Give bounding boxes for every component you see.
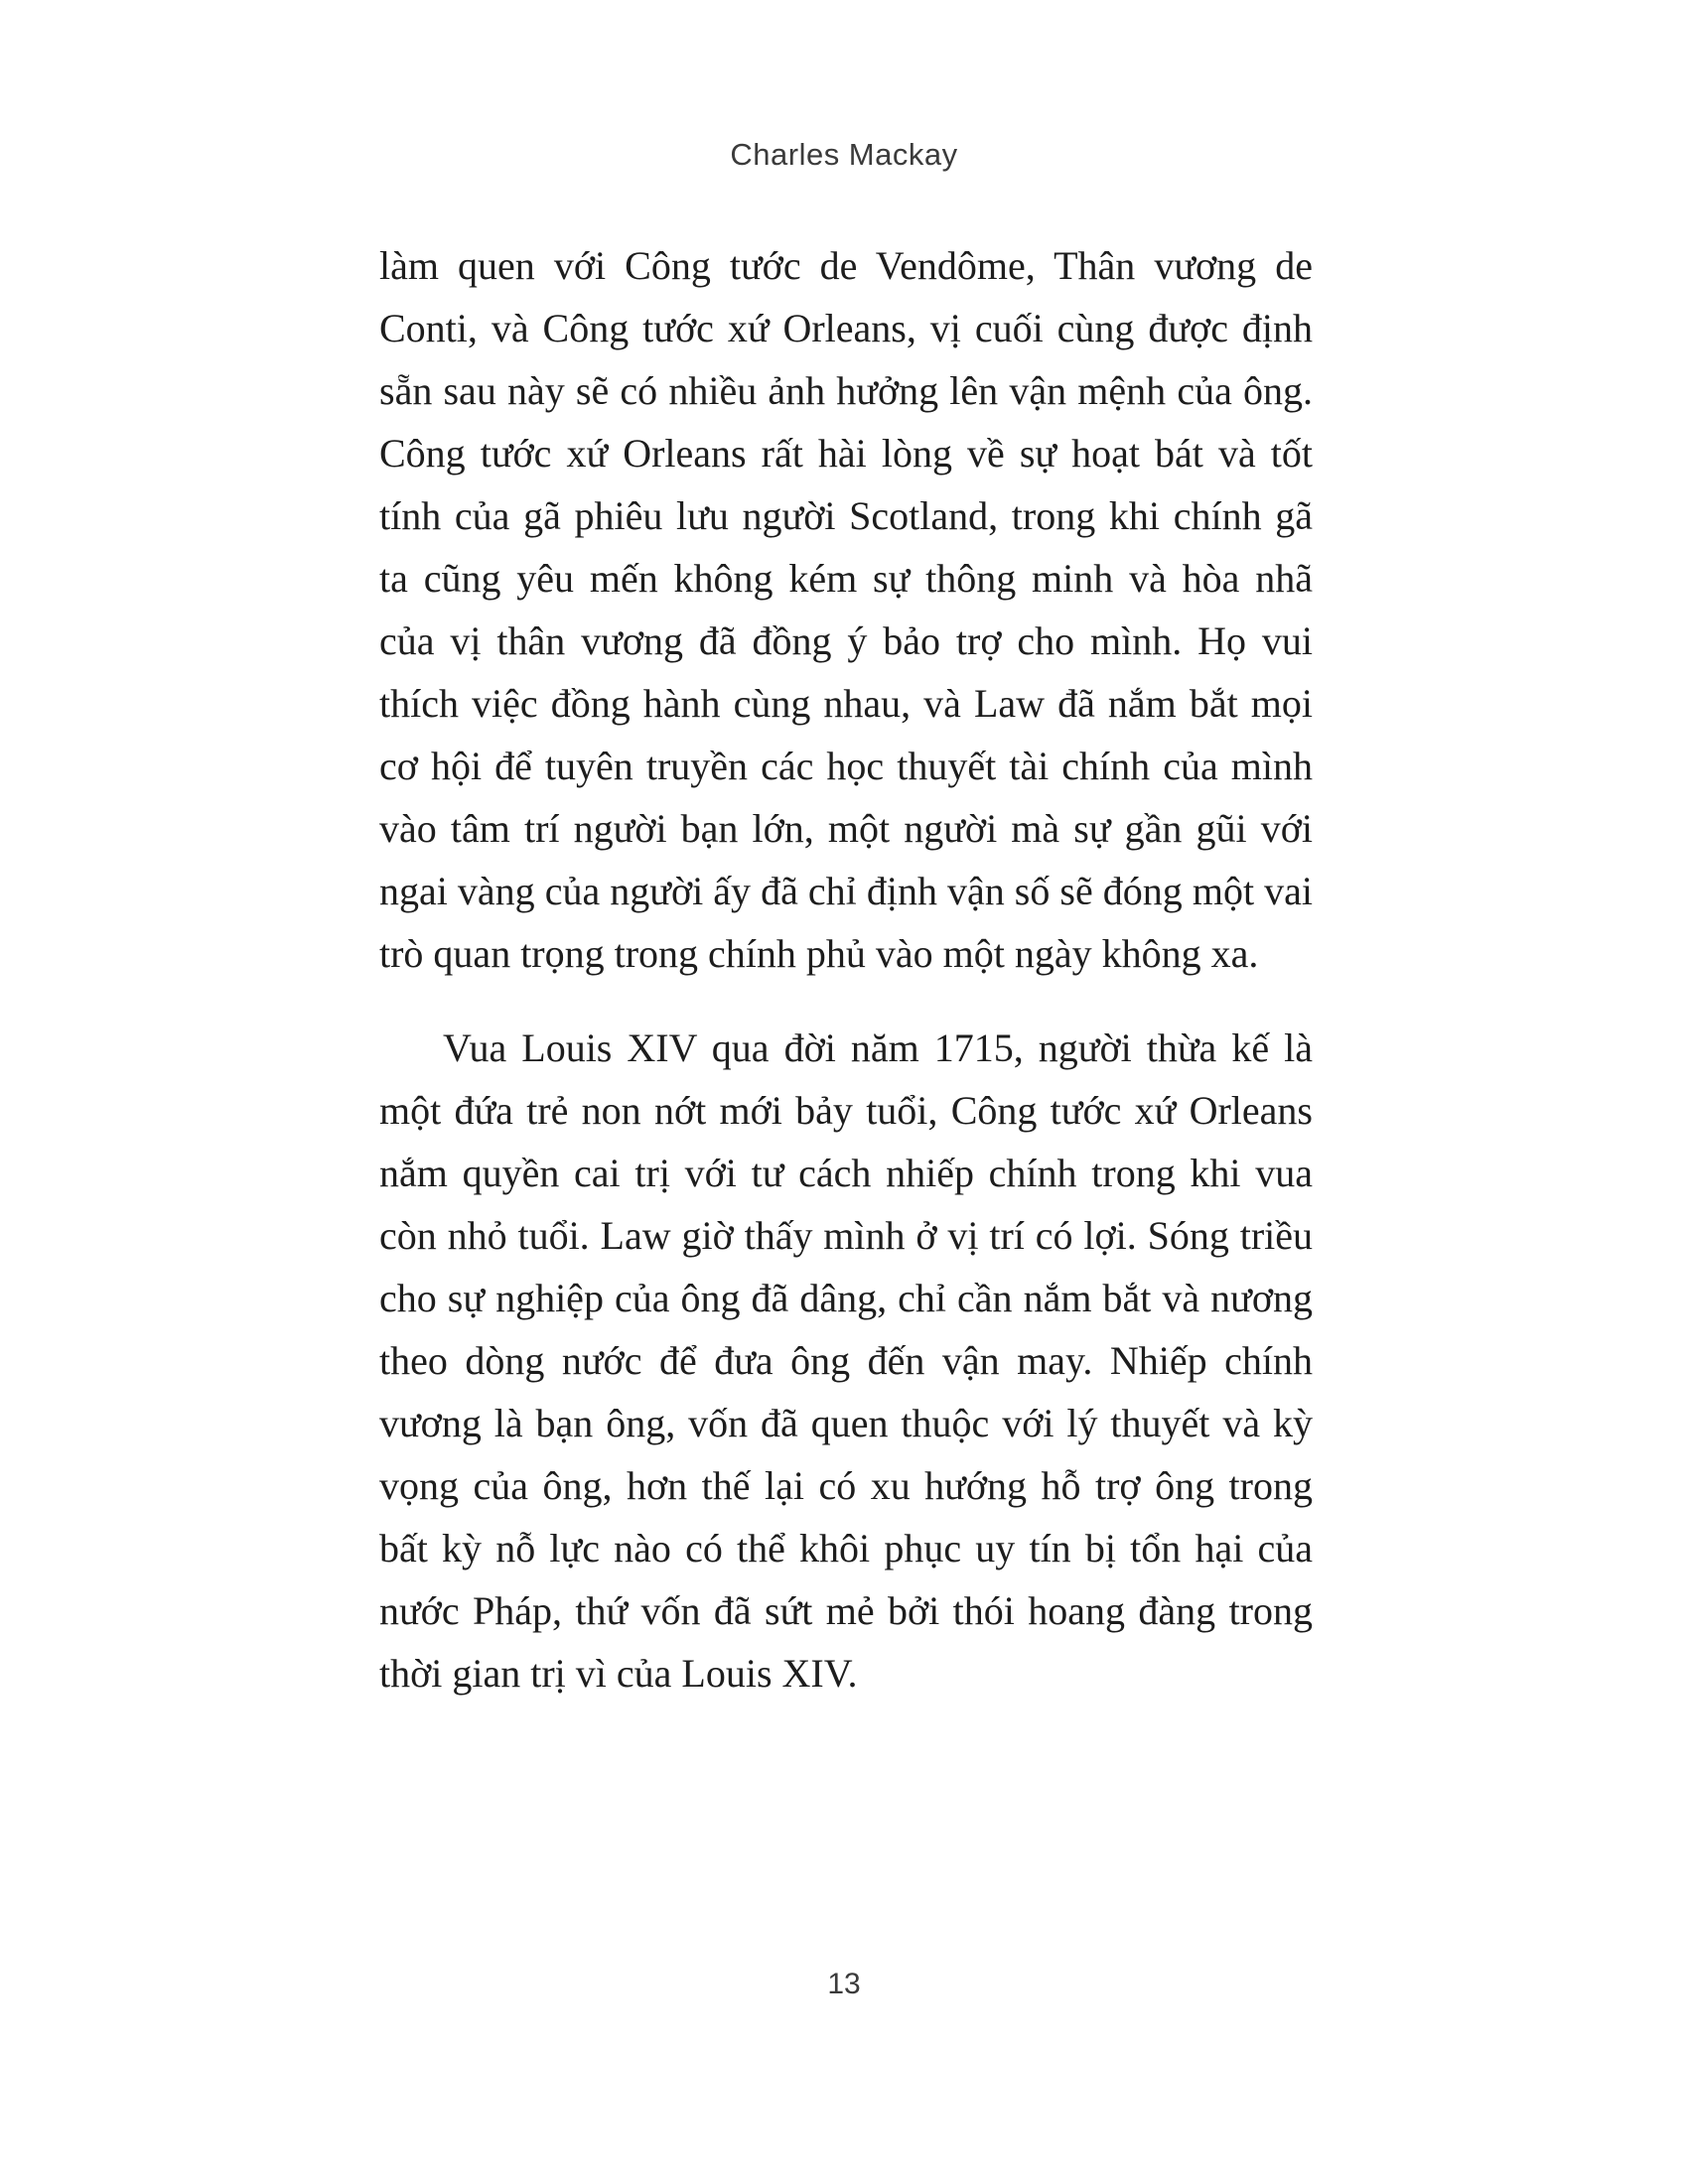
- page-body: [379, 234, 1313, 1705]
- running-header: Charles Mackay: [730, 137, 958, 172]
- paragraph: làm quen với Công tước de Vendôme, Thân vương de Conti, và Công tước xứ Orleans, vị cuối cùng được định sẵn sau này sẽ có nhiều ảnh hưởng lên vận mệnh của ông. Công tước xứ Orleans rất hài lòng về sự hoạt bát và tốt tính của gã phiêu lưu người Scotland, trong khi chính gã ta cũng yêu mến không kém sự thông minh và hòa nhã của vị thân vương đã đồng ý bảo trợ cho mình. Họ vui thích việc đồng hành cùng nhau, và Law đã nắm bắt mọi cơ hội để tuyên truyền các học thuyết tài chính của mình vào tâm trí người bạn lớn, một người mà sự gần gũi với ngai vàng của người ấy đã chỉ định vận số sẽ đóng một vai trò quan trọng trong chính phủ vào một ngày không xa.: [379, 243, 1313, 976]
- paragraph: Vua Louis XIV qua đời năm 1715, người thừa kế là một đứa trẻ non nớt mới bảy tuổi, Công tước xứ Orleans nắm quyền cai trị với tư cách nhiếp chính trong khi vua còn nhỏ tuổi. Law giờ thấy mình ở vị trí có lợi. Sóng triều cho sự nghiệp của ông đã dâng, chỉ cần nắm bắt và nương theo dòng nước để đưa ông đến vận may. Nhiếp chính vương là bạn ông, vốn đã quen thuộc với lý thuyết và kỳ vọng của ông, hơn thế lại có xu hướng hỗ trợ ông trong bất kỳ nỗ lực nào có thể khôi phục uy tín bị tổn hại của nước Pháp, thứ vốn đã sứt mẻ bởi thói hoang đàng trong thời gian trị vì của Louis XIV.: [379, 1025, 1313, 1696]
- page-number: 13: [827, 1968, 861, 2000]
